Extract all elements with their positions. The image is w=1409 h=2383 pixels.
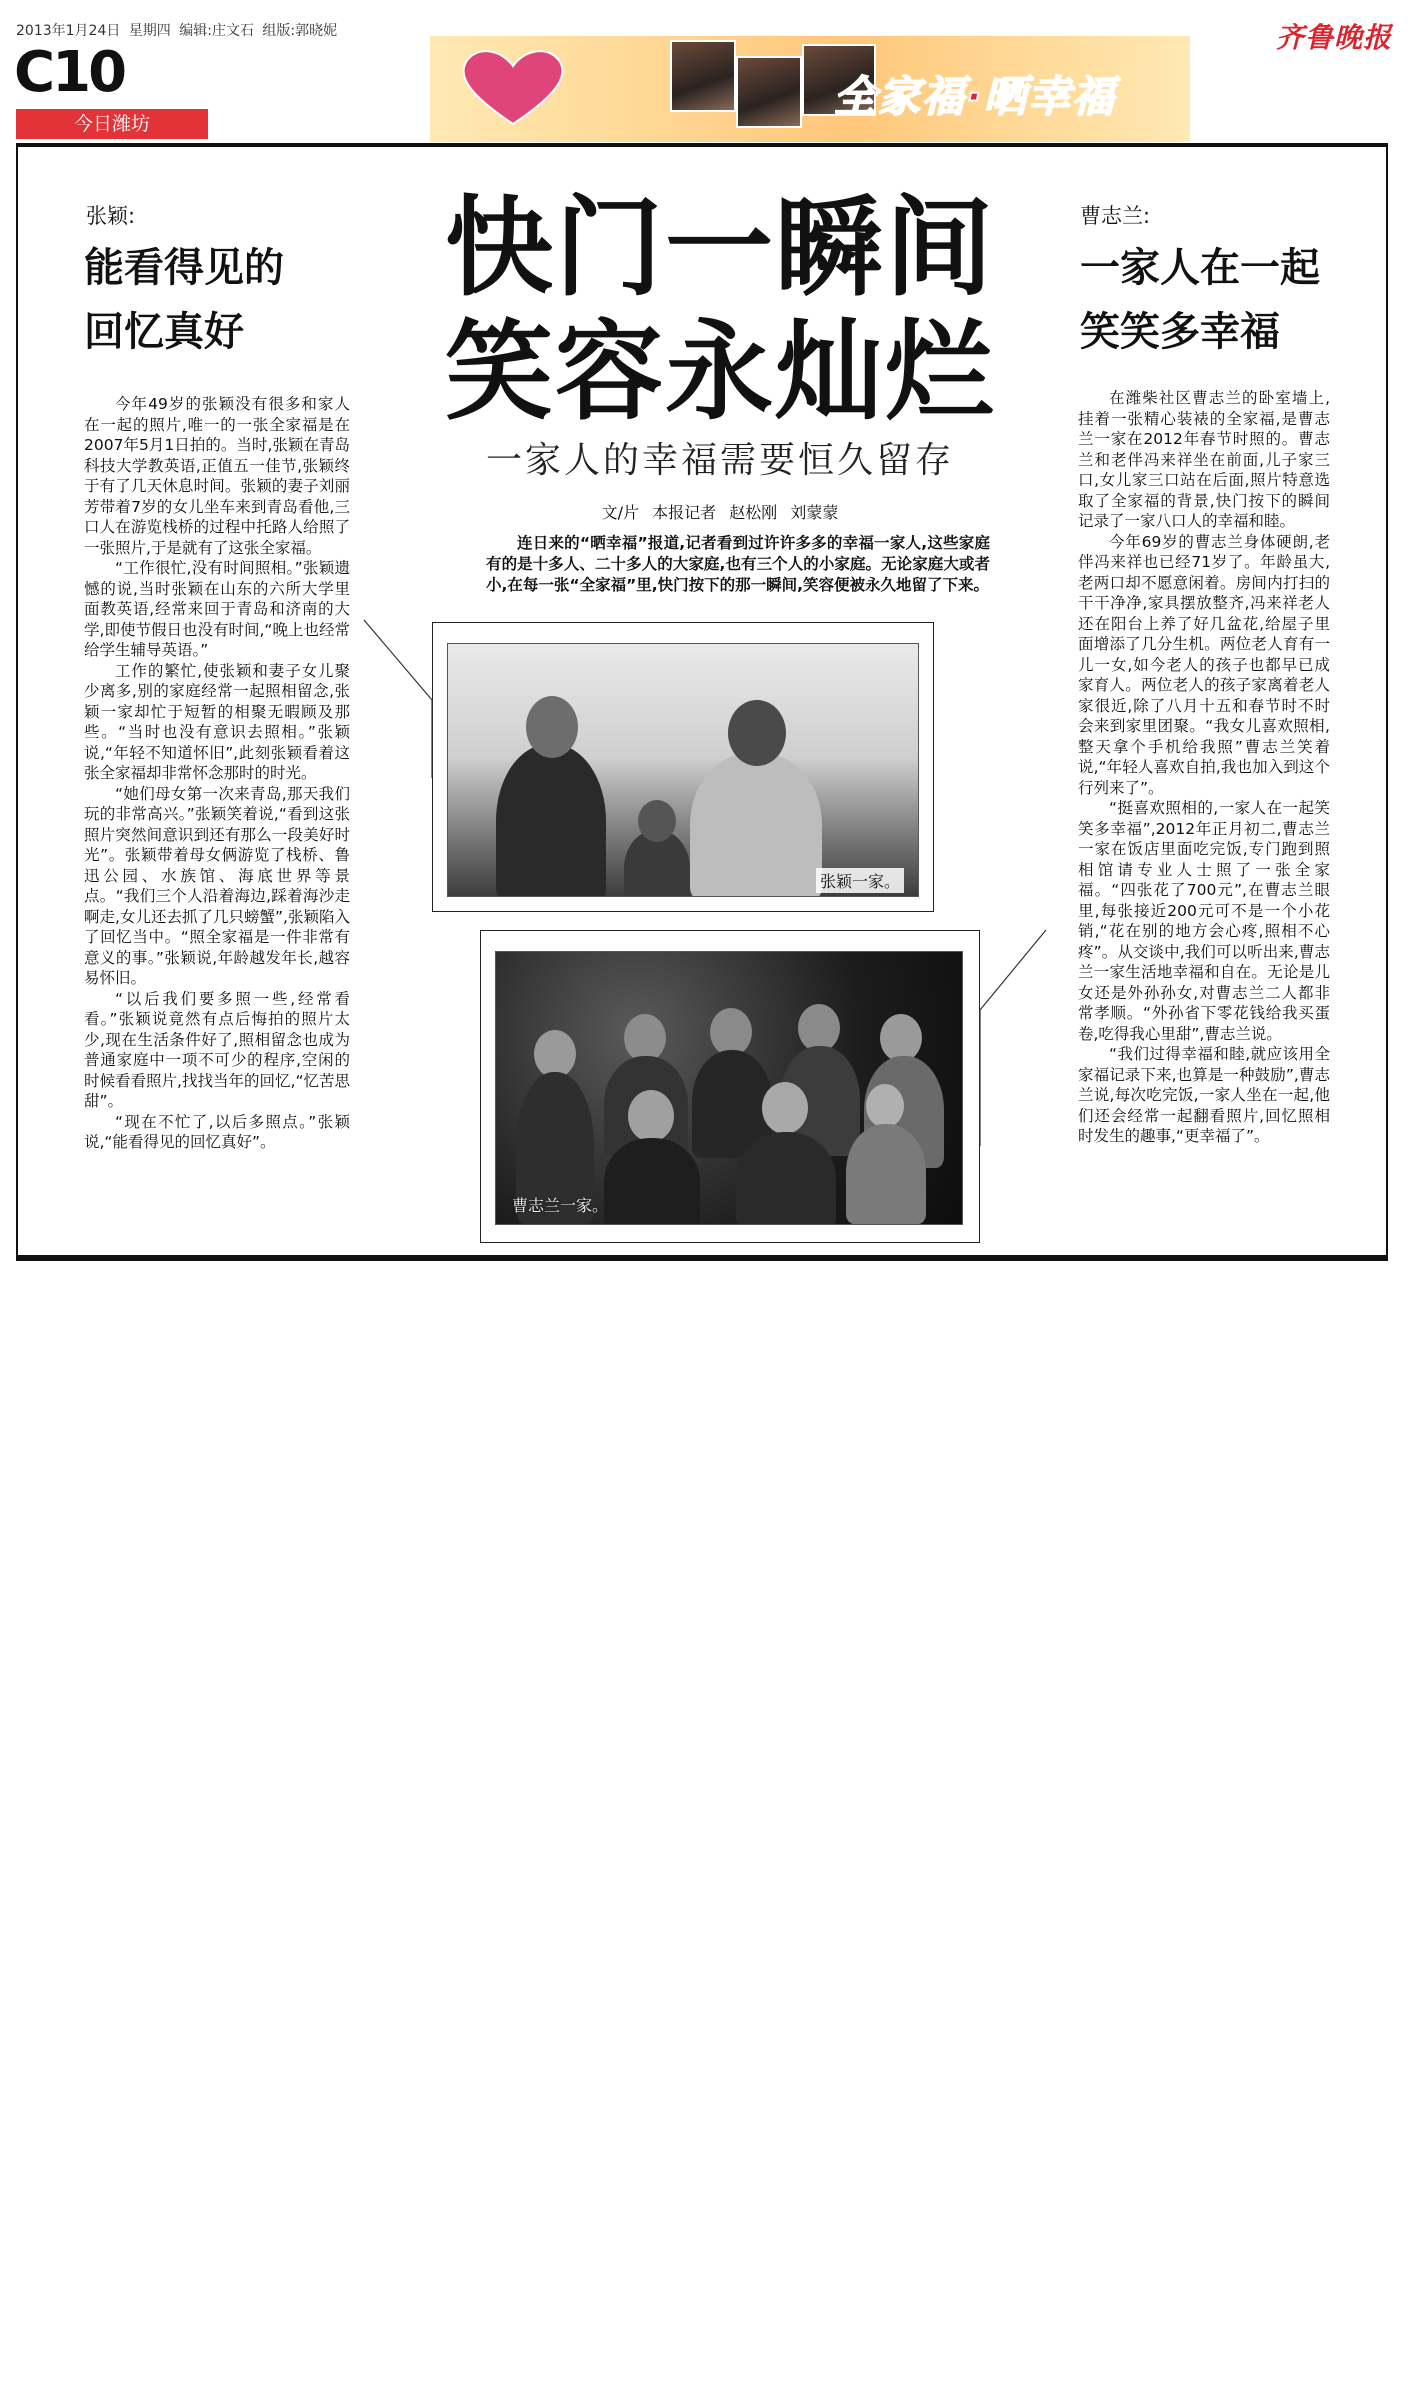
- paragraph: “她们母女第一次来青岛,那天我们玩的非常高兴。”张颖笑着说,“看到这张照片突然间意识到还有那么一段美好时光”。张颖带着母女俩游览了栈桥、鲁迅公园、水族馆、海底世界等景点。“我们三个人沿着海边,踩着海沙走啊走,女儿还去抓了几只螃蟹”,张颖陷入了回忆当中。“照全家福是一件非常有意义的事。”张颖说,年龄越发年长,越容易怀旧。: [84, 784, 350, 987]
- person-silhouette: [604, 1138, 700, 1225]
- person-silhouette: [736, 1132, 836, 1225]
- person-head: [762, 1082, 808, 1134]
- left-story-speaker: 张颖:: [86, 204, 136, 228]
- left-story-body: [84, 394, 350, 1153]
- right-headline-line: 笑笑多幸福: [1080, 309, 1280, 355]
- person-head: [710, 1008, 752, 1056]
- paragraph: “工作很忙,没有时间照相。”张颖遗憾的说,当时张颖在山东的六所大学里面教英语,经常来回于青岛和济南的大学,即使节假日也没有时间,“晚上也经常给学生辅导英语。”: [84, 559, 350, 659]
- paragraph: “以后我们要多照一些,经常看看。”张颖说竟然有点后悔拍的照片太少,现在生活条件好了,照相留念也成为普通家庭中一项不可少的程序,空闲的时候看看照片,找找当年的回忆,“忆苦思甜”。: [84, 989, 350, 1110]
- person-head: [628, 1090, 674, 1142]
- person-head: [798, 1004, 840, 1052]
- photo-caption: 张颖一家。: [816, 868, 904, 893]
- person-head: [638, 800, 676, 842]
- paragraph: 今年49岁的张颖没有很多和家人在一起的照片,唯一的一张全家福是在2007年5月1日拍的。当时,张颖在青岛科技大学教英语,正值五一佳节,张颖终于有了几天休息时间。张颖的妻子刘丽芳带着7岁的女儿坐车来到青岛看他,三口人在游览栈桥的过程中托路人给照了一张照片,于是就有了这张全家福。: [84, 395, 350, 557]
- person-head: [526, 696, 578, 758]
- title-line: 快门一瞬间: [444, 185, 995, 311]
- banner-family-photo: [670, 40, 736, 112]
- section-tab: 今日潍坊: [16, 109, 208, 139]
- article-title: [430, 186, 1010, 434]
- paragraph: “我们过得幸福和睦,就应该用全家福记录下来,也算是一种鼓励”,曹志兰说,每次吃完饭,一家人坐在一起,他们还会经常一起翻看照片,回忆照相时发生的趣事,“更幸福了”。: [1078, 1045, 1330, 1145]
- article-subtitle: 一家人的幸福需要恒久留存: [485, 440, 954, 481]
- paragraph: “挺喜欢照相的,一家人在一起笑笑多幸福”,2012年正月初二,曹志兰一家在饭店里面吃完饭,专门跑到照相馆请专业人士照了一张全家福。“四张花了700元”,在曹志兰眼里,每张接近200元可不是一个小花销,“花在别的地方会心疼,照相不心疼”。从交谈中,我们可以听出来,曹志兰一家生活地幸福和自在。无论是儿女还是外孙孙女,对曹志兰二人都非常孝顺。“外孙省下零花钱给我买蛋卷,吃得我心里甜”,曹志兰说。: [1078, 799, 1330, 1043]
- photo-frame-1: [432, 622, 934, 912]
- title-line: 笑容永灿烂: [444, 309, 995, 435]
- photo-caption: 曹志兰一家。: [512, 1196, 609, 1215]
- person-head: [624, 1014, 666, 1062]
- paragraph: “现在不忙了,以后多照点。”张颖说,“能看得见的回忆真好”。: [84, 1112, 350, 1151]
- person-head: [880, 1014, 922, 1062]
- person-silhouette: [846, 1124, 926, 1224]
- byline: 文/片 本报记者 赵松刚 刘蒙蒙: [601, 503, 839, 522]
- intro-paragraph: 连日来的“晒幸福”报道,记者看到过许许多多的幸福一家人,这些家庭有的是十多人、二十多人的大家庭,也有三个人的小家庭。无论家庭大或者小,在每一张“全家福”里,快门按下的那一瞬间,笑容便被永久地留了下来。: [486, 534, 990, 594]
- right-story-body: [1078, 388, 1330, 1147]
- banner-family-photo: [736, 56, 802, 128]
- paragraph: 工作的繁忙,使张颖和妻子女儿聚少离多,别的家庭经常一起照相留念,张颖一家却忙于短暂的相聚无暇顾及那些。“当时也没有意识去照相。”张颖说,“年轻不知道怀旧”,此刻张颖看着这张全家福却非常怀念那时的时光。: [84, 661, 350, 782]
- left-story-headline: [84, 236, 354, 364]
- left-headline-line: 能看得见的: [84, 245, 284, 291]
- person-silhouette: [496, 744, 606, 897]
- banner-title: 全家福·晒幸福: [834, 72, 1116, 121]
- person-head: [728, 700, 786, 766]
- person-silhouette: [690, 752, 822, 897]
- right-story-headline: [1080, 236, 1350, 364]
- left-headline-line: 回忆真好: [84, 309, 244, 355]
- person-head: [534, 1030, 576, 1078]
- column-banner: [430, 36, 1190, 142]
- page-meta-line: 2013年1月24日 星期四 编辑:庄文石 组版:郭晓妮: [16, 23, 338, 39]
- right-headline-line: 一家人在一起: [1080, 245, 1320, 291]
- photo-frame-2: [480, 930, 980, 1243]
- right-story-speaker: 曹志兰:: [1080, 204, 1151, 228]
- heart-icon: [458, 46, 568, 126]
- paragraph: 在潍柴社区曹志兰的卧室墙上,挂着一张精心装裱的全家福,是曹志兰一家在2012年春节时照的。曹志兰和老伴冯来祥坐在前面,儿子家三口,女儿家三口站在后面,照片特意选取了全家福的背景,快门按下的瞬间记录了一家八口人的幸福和睦。: [1078, 389, 1330, 530]
- newspaper-masthead: 齐鲁晚报: [1276, 21, 1393, 54]
- page-number: C10: [14, 40, 125, 105]
- family-photo-cao: [495, 951, 963, 1225]
- paragraph: 今年69岁的曹志兰身体硬朗,老伴冯来祥也已经71岁了。年龄虽大,老两口却不愿意闲着。房间内打扫的干干净净,家具摆放整齐,冯来祥老人还在阳台上养了好几盆花,给屋子里面增添了几分生机。两位老人育有一儿一女,如今老人的孩子也都早已成家育人。两位老人的孩子家离着老人家很近,除了八月十五和春节时不时会来到家里团聚。“我女儿喜欢照相,整天拿个手机给我照”曹志兰笑着说,“年轻人喜欢自拍,我也加入到这个行列来了”。: [1078, 532, 1330, 797]
- family-photo-zhang: [447, 643, 919, 897]
- person-head: [866, 1084, 904, 1128]
- article-intro: [486, 533, 990, 596]
